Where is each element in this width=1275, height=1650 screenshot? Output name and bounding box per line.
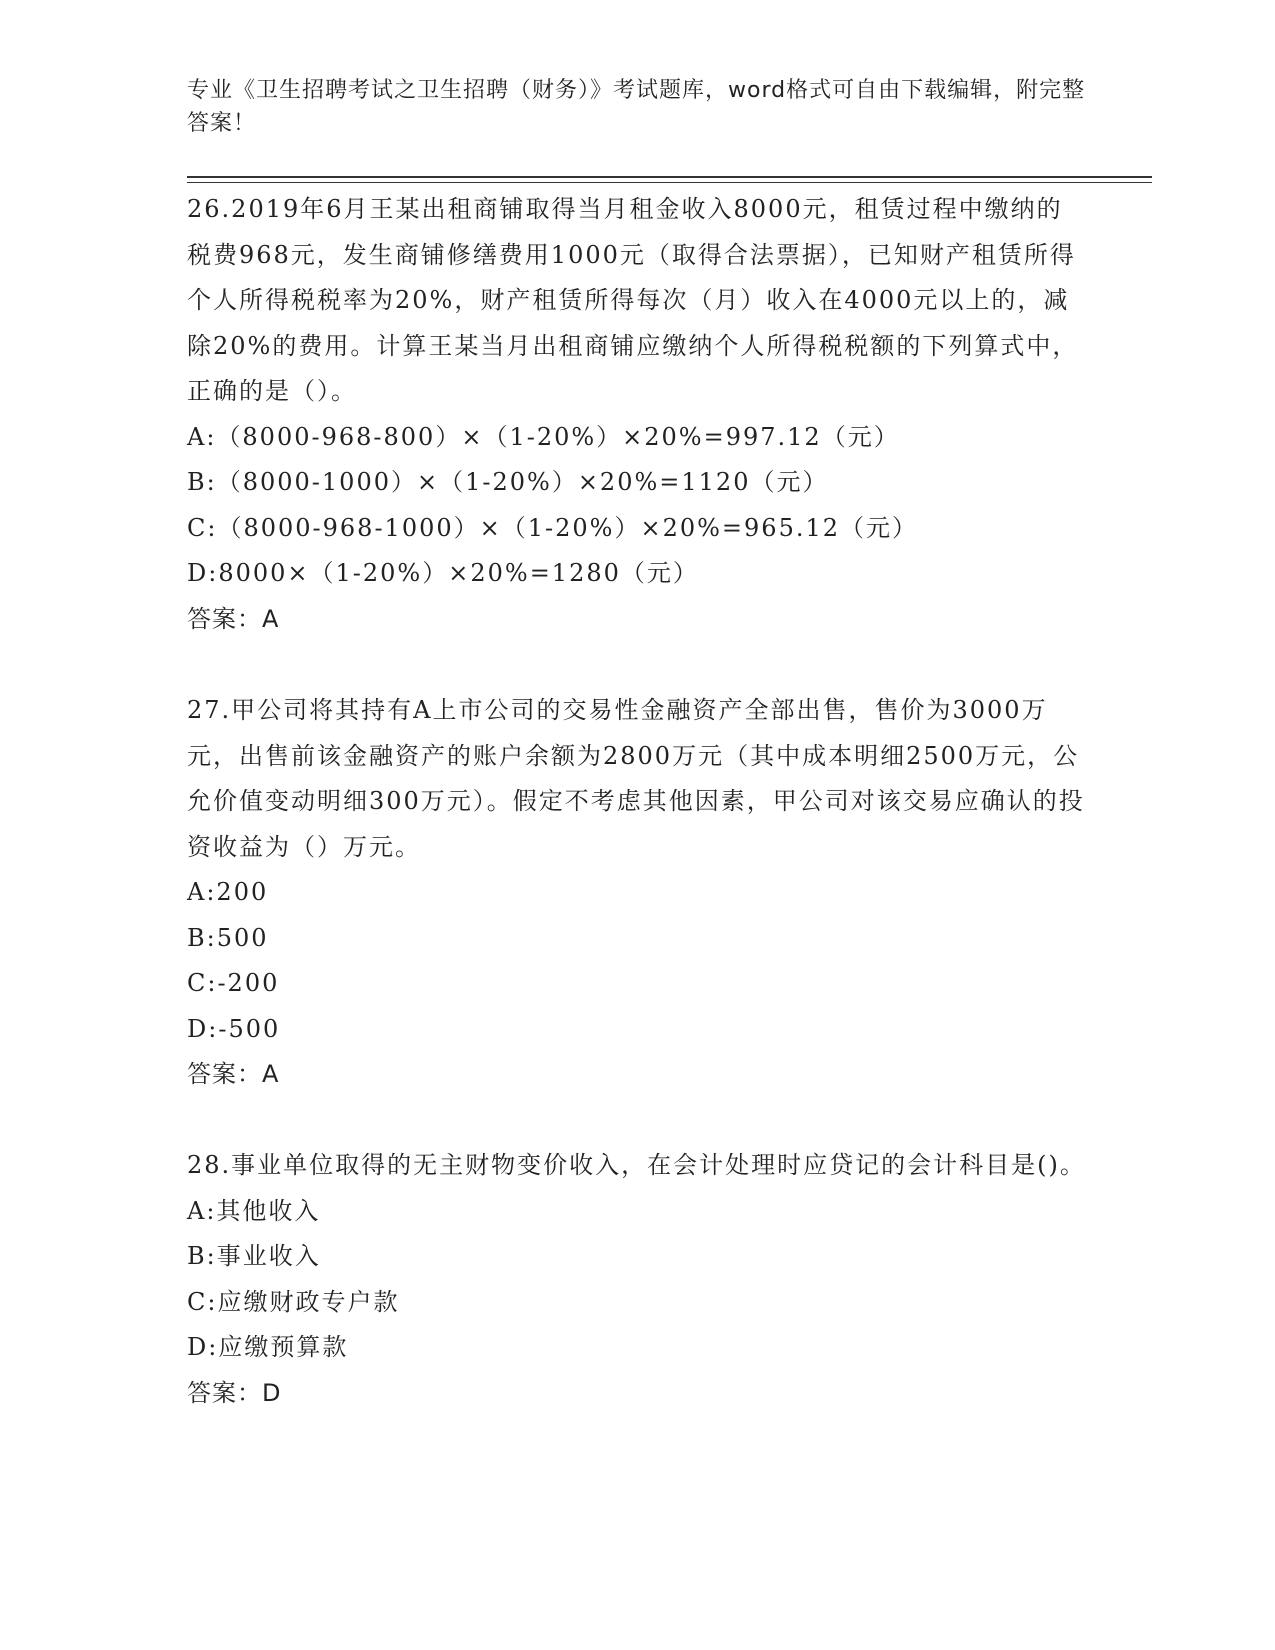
option-b: B:事业收入 [187,1242,321,1270]
question-28 [187,1143,1087,1416]
option-b: B:500 [187,923,269,952]
option-a: A:（8000-968-800）×（1-20%）×20%=997.12（元） [187,422,900,451]
option-c: C:（8000-968-1000）×（1-20%）×20%=965.12（元） [187,513,919,542]
question-stem: 28.事业单位取得的无主财物变价收入，在会计处理时应贷记的会计科目是()。 [187,1151,1086,1179]
answer: 答案：A [187,1060,280,1088]
option-c: C:应缴财政专户款 [187,1287,400,1316]
question-stem: 26.2019年6月王某出租商铺取得当月租金收入8000元，租赁过程中缴纳的税费968元，发生商铺修缮费用1000元（取得合法票据），已知财产租赁所得个人所得税税率为20%，财产租赁所得每次（月）收入在4000元以上的，减除20%的费用。计算王某当月出租商铺应缴纳个人所得税税额的下列算式中，正确的是（）。 [187,195,1079,405]
header-divider-thick [187,176,1152,178]
option-b: B:（8000-1000）×（1-20%）×20%=1120（元） [187,468,829,496]
question-stem: 27.甲公司将其持有A上市公司的交易性金融资产全部出售，售价为3000万元，出售前该金融资产的账户余额为2800万元（其中成本明细2500万元，公允价值变动明细300万元）。假定不考虑其他因素，甲公司对该交易应确认的投资收益为（）万元。 [187,696,1085,861]
option-a: A:200 [187,878,269,906]
option-d: D:-500 [187,1014,281,1043]
option-c: C:-200 [187,969,280,997]
option-d: D:应缴预算款 [187,1333,349,1361]
option-d: D:8000×（1-20%）×20%=1280（元） [187,559,699,587]
question-27 [187,688,1087,1098]
answer: 答案：D [187,1378,282,1407]
option-a: A:其他收入 [187,1196,321,1225]
question-26 [187,187,1087,642]
document-header: 专业《卫生招聘考试之卫生招聘（财务）》考试题库，word格式可自由下载编辑，附完整答案！ [187,78,1086,136]
header-divider-thin [187,182,1152,183]
answer: 答案：A [187,604,280,633]
